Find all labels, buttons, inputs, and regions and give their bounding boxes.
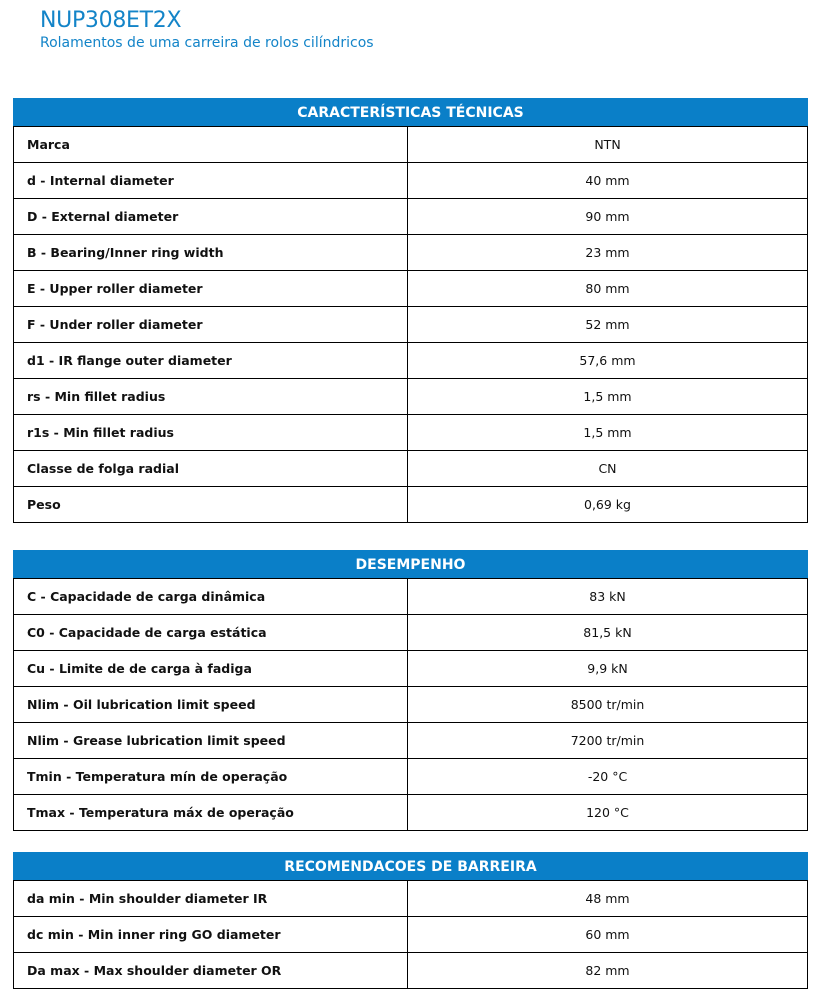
row-label: B - Bearing/Inner ring width xyxy=(14,235,408,271)
spec-table xyxy=(13,126,808,523)
row-value: 120 °C xyxy=(408,795,808,831)
table-row xyxy=(14,579,808,615)
row-value: 83 kN xyxy=(408,579,808,615)
table-row xyxy=(14,917,808,953)
row-value: 90 mm xyxy=(408,199,808,235)
table-row xyxy=(14,723,808,759)
table-row xyxy=(14,687,808,723)
row-value: 1,5 mm xyxy=(408,379,808,415)
page-subtitle: Rolamentos de uma carreira de rolos cilíndricos xyxy=(40,35,374,51)
row-value: 23 mm xyxy=(408,235,808,271)
row-label: Tmin - Temperatura mín de operação xyxy=(14,759,408,795)
table-row xyxy=(14,271,808,307)
row-value: 60 mm xyxy=(408,917,808,953)
table-row xyxy=(14,953,808,989)
row-value: 82 mm xyxy=(408,953,808,989)
row-value: 80 mm xyxy=(408,271,808,307)
row-value: 8500 tr/min xyxy=(408,687,808,723)
row-value: 81,5 kN xyxy=(408,615,808,651)
table-row xyxy=(14,415,808,451)
table-row xyxy=(14,199,808,235)
row-label: Classe de folga radial xyxy=(14,451,408,487)
row-value: NTN xyxy=(408,127,808,163)
row-label: Cu - Limite de de carga à fadiga xyxy=(14,651,408,687)
product-header xyxy=(40,8,374,52)
row-label: r1s - Min fillet radius xyxy=(14,415,408,451)
row-value: 0,69 kg xyxy=(408,487,808,523)
row-label: Nlim - Oil lubrication limit speed xyxy=(14,687,408,723)
section-barrier-recommendations xyxy=(13,852,808,989)
table-row xyxy=(14,759,808,795)
row-label: dc min - Min inner ring GO diameter xyxy=(14,917,408,953)
section-technical-characteristics xyxy=(13,98,808,523)
spec-table xyxy=(13,880,808,989)
row-value: -20 °C xyxy=(408,759,808,795)
row-label: Da max - Max shoulder diameter OR xyxy=(14,953,408,989)
row-value: 57,6 mm xyxy=(408,343,808,379)
section-performance xyxy=(13,550,808,831)
row-value: CN xyxy=(408,451,808,487)
row-value: 52 mm xyxy=(408,307,808,343)
table-row xyxy=(14,127,808,163)
row-label: F - Under roller diameter xyxy=(14,307,408,343)
table-row xyxy=(14,235,808,271)
row-value: 7200 tr/min xyxy=(408,723,808,759)
table-row xyxy=(14,307,808,343)
row-value: 48 mm xyxy=(408,881,808,917)
table-row xyxy=(14,651,808,687)
row-label: Nlim - Grease lubrication limit speed xyxy=(14,723,408,759)
row-label: da min - Min shoulder diameter IR xyxy=(14,881,408,917)
table-row xyxy=(14,379,808,415)
row-value: 1,5 mm xyxy=(408,415,808,451)
row-label: Tmax - Temperatura máx de operação xyxy=(14,795,408,831)
row-label: d - Internal diameter xyxy=(14,163,408,199)
row-label: E - Upper roller diameter xyxy=(14,271,408,307)
table-row xyxy=(14,487,808,523)
table-row xyxy=(14,163,808,199)
row-label: D - External diameter xyxy=(14,199,408,235)
row-label: rs - Min fillet radius xyxy=(14,379,408,415)
row-label: d1 - IR flange outer diameter xyxy=(14,343,408,379)
section-heading: RECOMENDACOES DE BARREIRA xyxy=(13,852,808,880)
row-label: C0 - Capacidade de carga estática xyxy=(14,615,408,651)
section-heading: DESEMPENHO xyxy=(13,550,808,578)
section-heading: CARACTERÍSTICAS TÉCNICAS xyxy=(13,98,808,126)
table-row xyxy=(14,615,808,651)
spec-table xyxy=(13,578,808,831)
row-value: 9,9 kN xyxy=(408,651,808,687)
table-row xyxy=(14,881,808,917)
row-label: Marca xyxy=(14,127,408,163)
row-label: Peso xyxy=(14,487,408,523)
table-row xyxy=(14,795,808,831)
row-label: C - Capacidade de carga dinâmica xyxy=(14,579,408,615)
row-value: 40 mm xyxy=(408,163,808,199)
table-row xyxy=(14,343,808,379)
table-row xyxy=(14,451,808,487)
page-title: NUP308ET2X xyxy=(40,8,182,33)
